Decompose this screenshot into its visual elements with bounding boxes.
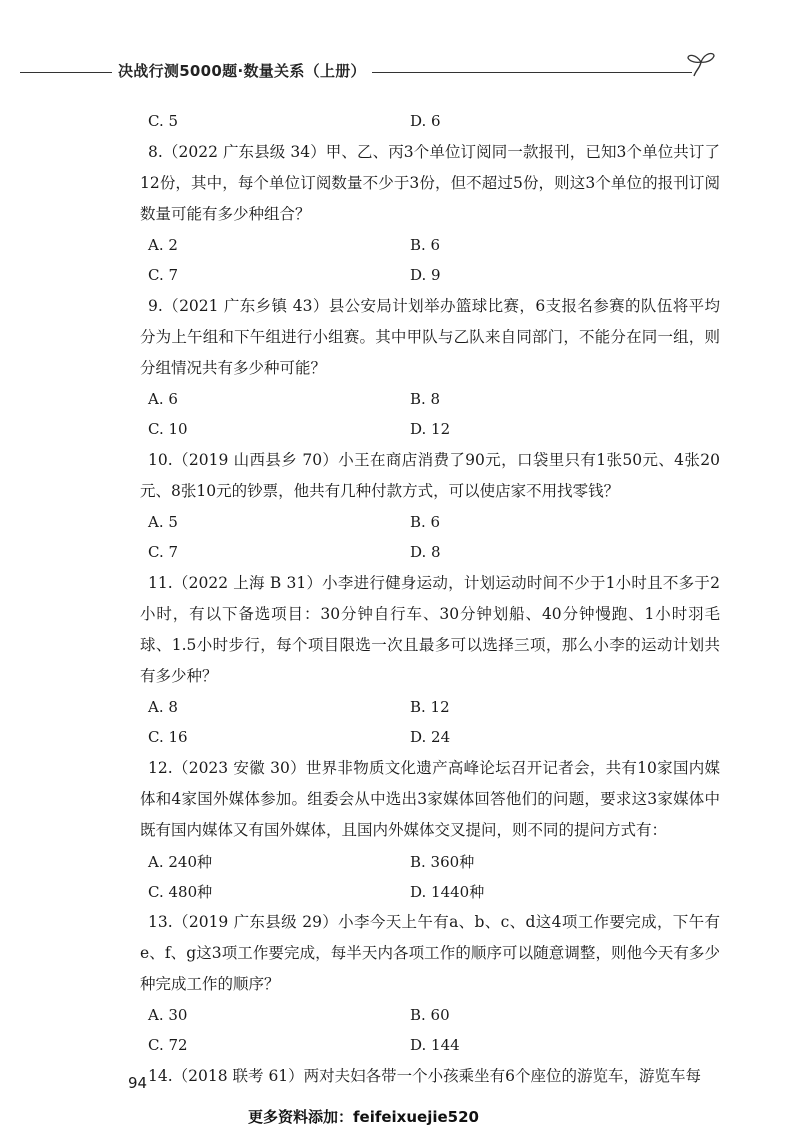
- option-left: A. 6: [148, 390, 178, 408]
- option-row: [140, 1030, 720, 1060]
- option-left: C. 7: [148, 266, 179, 284]
- running-header: [0, 46, 800, 96]
- question-text: 11.（2022 上海 B 31）小李进行健身运动，计划运动时间不少于1小时且不多于2小时，有以下备选项目：30分钟自行车、30分钟划船、40分钟慢跑、1小时羽毛球、1.5小时步行，每个项目限选一次且最多可以选择三项，那么小李的运动计划共有多少种？: [140, 574, 720, 685]
- option-left: C. 5: [148, 112, 179, 130]
- option-left: A. 8: [148, 698, 178, 716]
- option-right: B. 360种: [410, 852, 475, 871]
- header-rule-right: [372, 72, 692, 73]
- option-row: [140, 876, 720, 906]
- option-left: A. 240种: [148, 852, 212, 871]
- option-row: [140, 384, 720, 414]
- option-left: A. 5: [148, 513, 178, 531]
- option-left: C. 10: [148, 420, 188, 438]
- option-left: C. 480种: [148, 882, 213, 901]
- option-row: [140, 692, 720, 722]
- option-left: C. 16: [148, 728, 188, 746]
- footer-note: 更多资料添加：feifeixuejie520: [248, 1108, 479, 1126]
- option-row: [140, 537, 720, 567]
- option-left: A. 2: [148, 236, 178, 254]
- option-right: B. 12: [410, 698, 450, 716]
- option-row: [140, 722, 720, 752]
- option-row: [140, 260, 720, 290]
- option-row: [140, 414, 720, 444]
- question-text: 9.（2021 广东乡镇 43）县公安局计划举办篮球比赛，6支报名参赛的队伍将平均分为上午组和下午组进行小组赛。其中甲队与乙队来自同部门，不能分在同一组，则分组情况共有多少种可能？: [140, 297, 720, 377]
- question-list: [140, 106, 720, 1092]
- option-right: B. 60: [410, 1006, 450, 1024]
- option-right: D. 24: [410, 728, 451, 746]
- option-right: D. 6: [410, 112, 441, 130]
- option-left: C. 7: [148, 543, 179, 561]
- question-text: 10.（2019 山西县乡 70）小王在商店消费了90元，口袋里只有1张50元、4张20元、8张10元的钞票，他共有几种付款方式，可以使店家不用找零钱？: [140, 451, 720, 500]
- option-right: B. 8: [410, 390, 441, 408]
- option-right: B. 6: [410, 236, 441, 254]
- sprout-icon: [684, 46, 718, 80]
- question-text: 8.（2022 广东县级 34）甲、乙、丙3个单位订阅同一款报刊，已知3个单位共订了12份，其中，每个单位订阅数量不少于3份，但不超过5份，则这3个单位的报刊订阅数量可能有多少种组合？: [140, 143, 720, 223]
- question-text: 14.（2018 联考 61）两对夫妇各带一个小孩乘坐有6个座位的游览车，游览车每: [148, 1067, 702, 1085]
- question-text: 12.（2023 安徽 30）世界非物质文化遗产高峰论坛召开记者会，共有10家国内媒体和4家国外媒体参加。组委会从中选出3家媒体回答他们的问题，要求这3家媒体中既有国内媒体又有国外媒体，且国内外媒体交叉提问，则不同的提问方式有：: [140, 759, 720, 839]
- option-left: A. 30: [148, 1006, 188, 1024]
- option-right: D. 8: [410, 543, 441, 561]
- option-right: D. 144: [410, 1036, 460, 1054]
- page-number: 94: [128, 1074, 148, 1092]
- option-right: D. 12: [410, 420, 451, 438]
- option-right: D. 1440种: [410, 882, 485, 901]
- question-text: 13.（2019 广东县级 29）小李今天上午有a、b、c、d这4项工作要完成，下午有e、f、g这3项工作要完成，每半天内各项工作的顺序可以随意调整，则他今天有多少种完成工作的顺序？: [140, 913, 720, 993]
- option-row: [140, 106, 720, 136]
- option-row: [140, 846, 720, 876]
- book-title: 决战行测5000题·数量关系（上册）: [118, 62, 366, 80]
- option-right: D. 9: [410, 266, 441, 284]
- option-row: [140, 1000, 720, 1030]
- option-row: [140, 507, 720, 537]
- header-rule-left: [20, 72, 112, 73]
- option-left: C. 72: [148, 1036, 188, 1054]
- option-row: [140, 230, 720, 260]
- option-right: B. 6: [410, 513, 441, 531]
